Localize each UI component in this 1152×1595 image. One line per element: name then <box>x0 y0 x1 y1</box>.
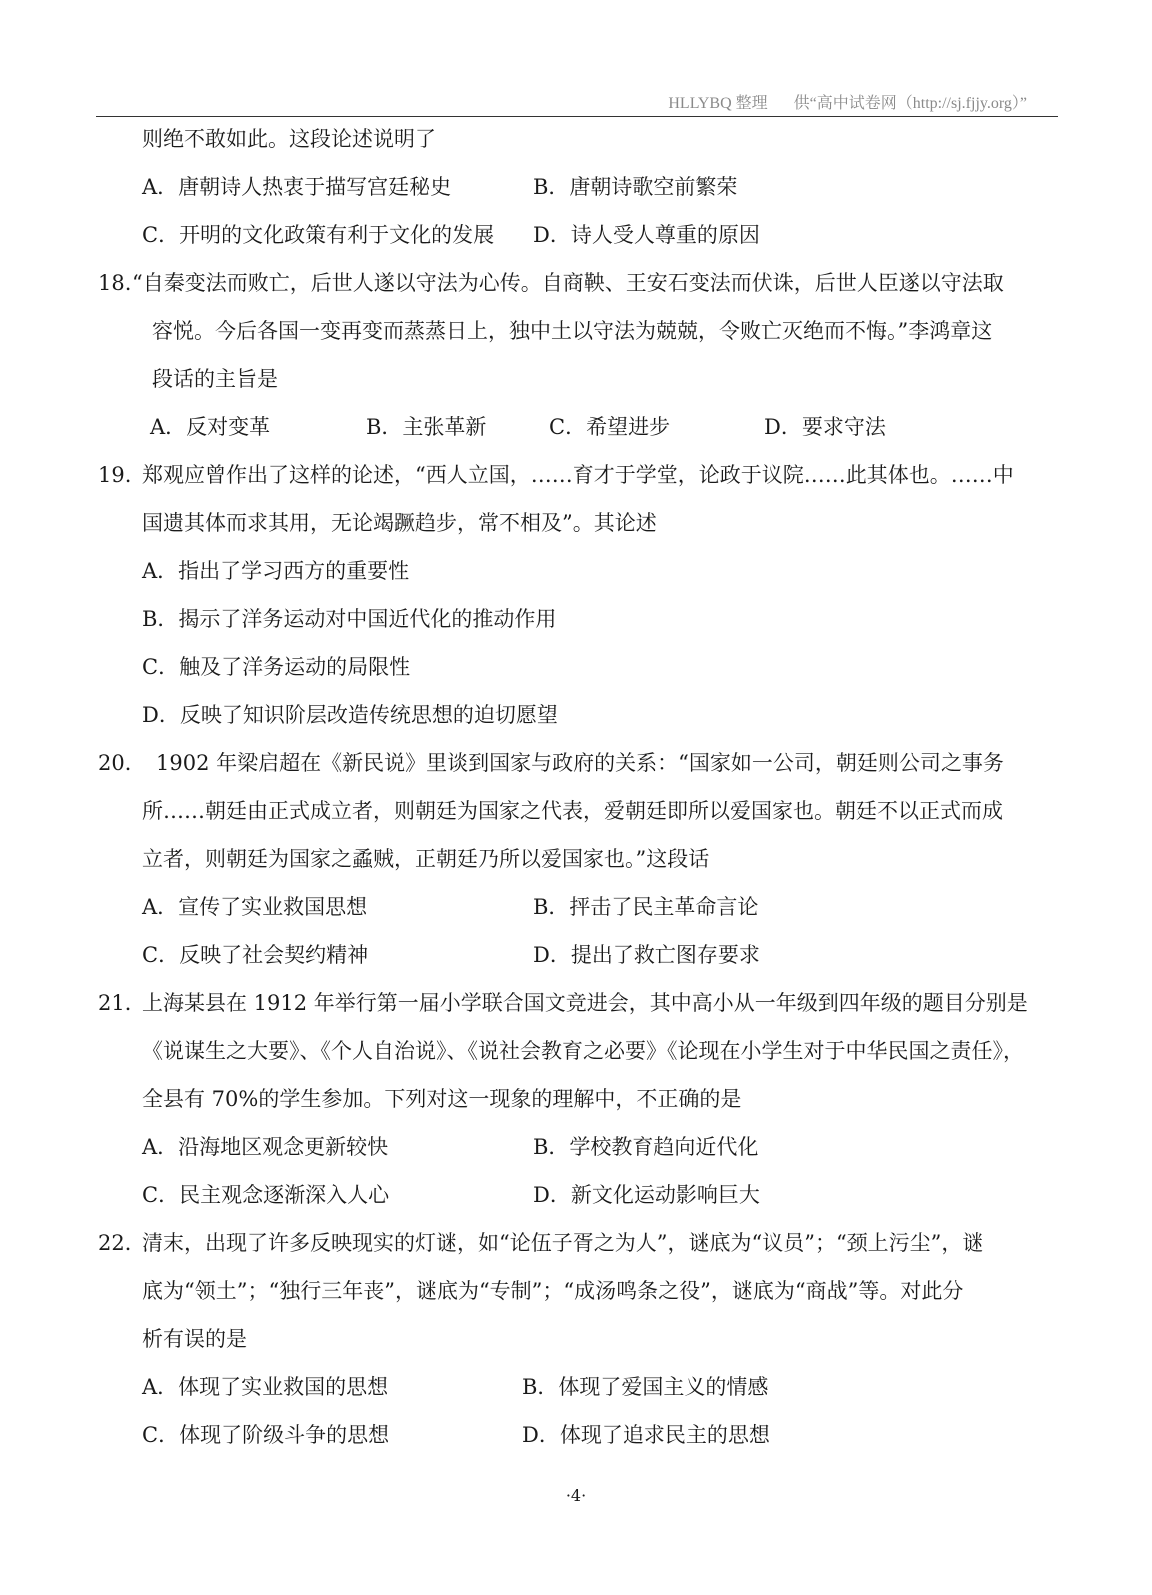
q18-option-d: D．要求守法 <box>764 415 886 439</box>
q20-line-1: 1902 年梁启超在《新民说》里谈到国家与政府的关系：“国家如一公司，朝廷则公司之事务 <box>156 751 1004 775</box>
q21-option-d: D．新文化运动影响巨大 <box>533 1183 760 1207</box>
q21-line-1: 上海某县在 1912 年举行第一届小学联合国文竞进会，其中高小从一年级到四年级的题目分别是 <box>142 991 1028 1015</box>
q20-option-d: D．提出了救亡图存要求 <box>533 943 760 967</box>
q22-line-2: 底为“领土”；“独行三年丧”，谜底为“专制”；“成汤鸣条之役”，谜底为“商战”等。对此分 <box>142 1279 964 1303</box>
q20-line-3: 立者，则朝廷为国家之蟊贼，正朝廷乃所以爱国家也。”这段话 <box>142 847 710 871</box>
q17-tail: 则绝不敢如此。这段论述说明了 <box>142 127 436 151</box>
q21-number: 21． <box>98 991 146 1015</box>
q18-line-3: 段话的主旨是 <box>152 367 278 391</box>
q17-option-c: C．开明的文化政策有利于文化的发展 <box>142 223 495 247</box>
q19-number: 19. <box>98 463 132 487</box>
q22-line-1: 清末，出现了许多反映现实的灯谜，如“论伍子胥之为人”，谜底为“议员”；“颈上污尘”，谜 <box>142 1231 984 1255</box>
q21-option-b: B．学校教育趋向近代化 <box>533 1135 759 1159</box>
q21-line-2: 《说谋生之大要》、《个人自治说》、《说社会教育之必要》《论现在小学生对于中华民国之责任》， <box>142 1039 1024 1063</box>
q18-number: 18. <box>98 271 132 295</box>
q20-line-2: 所……朝廷由正式成立者，则朝廷为国家之代表，爱朝廷即所以爱国家也。朝廷不以正式而成 <box>142 799 1003 823</box>
q19-line-1: 郑观应曾作出了这样的论述，“西人立国，……育才于学堂，论政于议院……此其体也。……中 <box>142 463 1014 487</box>
q18-option-a: A．反对变革 <box>150 415 271 439</box>
q17-option-b: B．唐朝诗歌空前繁荣 <box>533 175 738 199</box>
q18-option-c: C．希望进步 <box>549 415 671 439</box>
q21-line-3: 全县有 70%的学生参加。下列对这一现象的理解中，不正确的是 <box>142 1087 742 1111</box>
q22-option-d: D．体现了追求民主的思想 <box>522 1423 770 1447</box>
q22-option-c: C．体现了阶级斗争的思想 <box>142 1423 390 1447</box>
q21-option-a: A．沿海地区观念更新较快 <box>142 1135 389 1159</box>
q22-line-3: 析有误的是 <box>142 1327 247 1351</box>
q20-option-b: B．抨击了民主革命言论 <box>533 895 759 919</box>
header-right: 供“高中试卷网（http://sj.fjjy.org）” <box>793 95 1027 112</box>
q22-option-b: B．体现了爱国主义的情感 <box>522 1375 769 1399</box>
page-header <box>668 90 1027 113</box>
q19-option-a: A．指出了学习西方的重要性 <box>142 559 410 583</box>
q19-line-2: 国遗其体而求其用，无论竭蹶趋步，常不相及”。其论述 <box>142 511 657 535</box>
q21-option-c: C．民主观念逐渐深入人心 <box>142 1183 390 1207</box>
q19-option-d: D．反映了知识阶层改造传统思想的迫切愿望 <box>142 703 558 727</box>
header-rule <box>96 116 1058 117</box>
q18-line-2: 容悦。今后各国一变再变而蒸蒸日上，独中土以守法为兢兢，令败亡灭绝而不悔。”李鸿章这 <box>152 319 993 343</box>
q17-option-d: D．诗人受人尊重的原因 <box>533 223 760 247</box>
header-left: HLLYBQ 整理 <box>668 95 768 112</box>
q20-number: 20． <box>98 751 146 775</box>
q18-line-1: “自秦变法而败亡，后世人遂以守法为心传。自商鞅、王安石变法而伏诛，后世人臣遂以守法取 <box>132 271 1004 295</box>
q19-option-b: B．揭示了洋务运动对中国近代化的推动作用 <box>142 607 557 631</box>
page-number: ·4· <box>565 1486 587 1505</box>
q19-option-c: C．触及了洋务运动的局限性 <box>142 655 411 679</box>
q17-option-a: A．唐朝诗人热衷于描写宫廷秘史 <box>142 175 452 199</box>
q22-option-a: A．体现了实业救国的思想 <box>142 1375 389 1399</box>
q20-option-c: C．反映了社会契约精神 <box>142 943 369 967</box>
q18-option-b: B．主张革新 <box>366 415 487 439</box>
q20-option-a: A．宣传了实业救国思想 <box>142 895 368 919</box>
q22-number: 22． <box>98 1231 146 1255</box>
